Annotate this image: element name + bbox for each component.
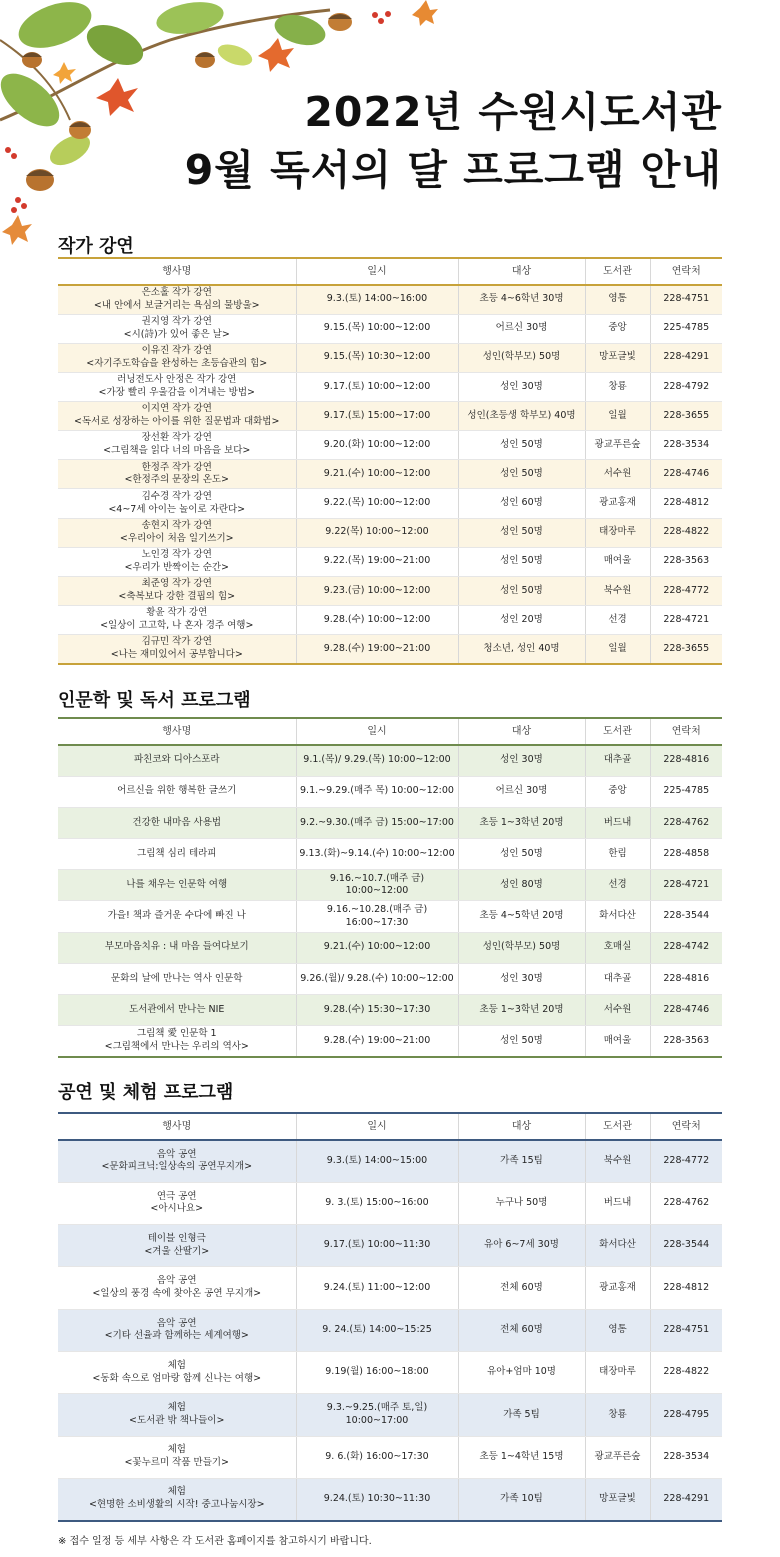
table-row bbox=[58, 576, 722, 605]
event-subtitle: <기타 선율과 함께하는 세계여행> bbox=[104, 1330, 249, 1342]
author-lectures-table bbox=[58, 257, 722, 665]
table-row bbox=[58, 1394, 722, 1436]
event-target-cell: 초등 1~3학년 20명 bbox=[458, 807, 585, 838]
table-row bbox=[58, 932, 722, 963]
performance-programs-table bbox=[58, 1112, 722, 1522]
event-title: 김수경 작가 강연 bbox=[141, 490, 212, 502]
event-title: 이유진 작가 강연 bbox=[141, 345, 212, 357]
column-header-library: 도서관 bbox=[585, 258, 650, 285]
event-title: 부모마음치유 : 내 마음 들여다보기 bbox=[104, 941, 249, 953]
library-cell: 창룡 bbox=[585, 372, 650, 401]
page-title-line-2: 9월 독서의 달 프로그램 안내 bbox=[184, 146, 722, 194]
library-cell: 광교홍재 bbox=[585, 1267, 650, 1309]
event-date-cell: 9.24.(토) 11:00~12:00 bbox=[296, 1267, 458, 1309]
event-target-cell: 성인(학부모) 50명 bbox=[458, 932, 585, 963]
contact-cell: 228-4721 bbox=[650, 870, 722, 901]
event-name-cell bbox=[58, 1026, 296, 1057]
event-title: 노인경 작가 강연 bbox=[141, 549, 212, 561]
event-target-cell: 청소년, 성인 40명 bbox=[458, 635, 585, 664]
event-target-cell: 가족 15팀 bbox=[458, 1140, 585, 1182]
library-cell: 버드내 bbox=[585, 807, 650, 838]
column-header-event: 행사명 bbox=[58, 718, 296, 745]
table-row bbox=[58, 489, 722, 518]
library-cell: 태장마루 bbox=[585, 518, 650, 547]
event-subtitle: <나는 재미있어서 공부합니다> bbox=[110, 649, 243, 660]
event-target-cell: 성인 50명 bbox=[458, 460, 585, 489]
event-title: 황윤 작가 강연 bbox=[146, 607, 208, 619]
event-title: 체험 bbox=[167, 1444, 186, 1456]
event-date-cell: 9.21.(수) 10:00~12:00 bbox=[296, 460, 458, 489]
table-row bbox=[58, 431, 722, 460]
event-title: 김규민 작가 강연 bbox=[141, 636, 212, 648]
footnote: ※ 접수 일정 등 세부 사항은 각 도서관 홈페이지를 참고하시기 바랍니다. bbox=[58, 1536, 372, 1547]
library-cell: 버드내 bbox=[585, 1182, 650, 1224]
column-header-date: 일시 bbox=[296, 258, 458, 285]
event-name-cell bbox=[58, 745, 296, 776]
event-subtitle: <일상이 고고학, 나 혼자 경주 여행> bbox=[100, 620, 254, 632]
event-target-cell: 어르신 30명 bbox=[458, 314, 585, 343]
event-title: 음악 공연 bbox=[156, 1275, 197, 1287]
event-name-cell bbox=[58, 995, 296, 1026]
table-row bbox=[58, 807, 722, 838]
column-header-contact: 연락처 bbox=[650, 718, 722, 745]
library-cell: 북수원 bbox=[585, 1140, 650, 1182]
library-cell: 중앙 bbox=[585, 314, 650, 343]
event-subtitle: <가장 빨리 우울감을 이겨내는 방법> bbox=[98, 386, 255, 398]
event-date-cell: 9.28.(수) 15:30~17:30 bbox=[296, 995, 458, 1026]
event-subtitle: <겨울 산딸기> bbox=[144, 1245, 210, 1257]
contact-cell: 228-4812 bbox=[650, 1267, 722, 1309]
event-subtitle: <현명한 소비생활의 시작! 중고나눔시장> bbox=[88, 1499, 265, 1511]
event-title: 나를 채우는 인문학 여행 bbox=[126, 878, 228, 890]
event-title: 테이블 인형극 bbox=[147, 1232, 206, 1244]
contact-cell: 228-4746 bbox=[650, 995, 722, 1026]
table-row bbox=[58, 343, 722, 372]
contact-cell: 228-3544 bbox=[650, 1225, 722, 1267]
contact-cell: 225-4785 bbox=[650, 776, 722, 807]
contact-cell: 228-4858 bbox=[650, 839, 722, 870]
table-row bbox=[58, 547, 722, 576]
event-name-cell bbox=[58, 431, 296, 460]
contact-cell: 228-3544 bbox=[650, 901, 722, 932]
event-subtitle: <한정주의 문장의 온도> bbox=[124, 474, 230, 486]
library-cell: 호매실 bbox=[585, 932, 650, 963]
event-date-cell: 9.1.~9.29.(매주 목) 10:00~12:00 bbox=[296, 776, 458, 807]
contact-cell: 228-4816 bbox=[650, 963, 722, 994]
event-subtitle: <시(詩)가 있어 좋은 날> bbox=[123, 328, 230, 340]
event-name-cell bbox=[58, 901, 296, 932]
contact-cell: 228-4721 bbox=[650, 606, 722, 635]
column-header-target: 대상 bbox=[458, 718, 585, 745]
event-title: 건강한 내마음 사용법 bbox=[132, 816, 222, 828]
event-title: 최준영 작가 강연 bbox=[141, 578, 212, 590]
contact-cell: 228-3534 bbox=[650, 1436, 722, 1478]
event-target-cell: 성인(학부모) 50명 bbox=[458, 343, 585, 372]
section-heading-humanities: 인문학 및 독서 프로그램 bbox=[58, 690, 251, 711]
library-cell: 망포글빛 bbox=[585, 343, 650, 372]
library-cell: 영통 bbox=[585, 285, 650, 314]
library-cell: 망포글빛 bbox=[585, 1478, 650, 1520]
library-cell: 매여울 bbox=[585, 1026, 650, 1057]
event-date-cell: 9.3.(토) 14:00~15:00 bbox=[296, 1140, 458, 1182]
library-cell: 선경 bbox=[585, 870, 650, 901]
contact-cell: 228-4772 bbox=[650, 1140, 722, 1182]
event-subtitle: <꽃누르미 작품 만들기> bbox=[124, 1457, 230, 1469]
event-name-cell bbox=[58, 963, 296, 994]
event-subtitle: <그림책을 읽다 너의 마음을 보다> bbox=[103, 445, 251, 457]
table-row bbox=[58, 372, 722, 401]
event-date-cell: 9.28.(수) 19:00~21:00 bbox=[296, 1026, 458, 1057]
event-target-cell: 가족 10팀 bbox=[458, 1478, 585, 1520]
table-row bbox=[58, 745, 722, 776]
event-date-cell: 9.1.(목)/ 9.29.(목) 10:00~12:00 bbox=[296, 745, 458, 776]
event-name-cell bbox=[58, 635, 296, 664]
contact-cell: 228-4751 bbox=[650, 1309, 722, 1351]
table-header-row bbox=[58, 718, 722, 745]
library-cell: 광교푸른숲 bbox=[585, 1436, 650, 1478]
event-date-cell: 9.17.(토) 15:00~17:00 bbox=[296, 402, 458, 431]
contact-cell: 228-4751 bbox=[650, 285, 722, 314]
event-target-cell: 유아+엄마 10명 bbox=[458, 1351, 585, 1393]
column-header-event: 행사명 bbox=[58, 258, 296, 285]
table-row bbox=[58, 460, 722, 489]
event-name-cell bbox=[58, 460, 296, 489]
table-row bbox=[58, 1351, 722, 1393]
contact-cell: 228-4291 bbox=[650, 343, 722, 372]
table-row bbox=[58, 1182, 722, 1224]
column-header-contact: 연락처 bbox=[650, 258, 722, 285]
event-subtitle: <내 안에서 보글거리는 욕심의 물방울> bbox=[93, 299, 260, 311]
event-date-cell: 9.13.(화)~9.14.(수) 10:00~12:00 bbox=[296, 839, 458, 870]
event-target-cell: 성인 20명 bbox=[458, 606, 585, 635]
event-target-cell: 성인 50명 bbox=[458, 431, 585, 460]
event-target-cell: 성인 50명 bbox=[458, 518, 585, 547]
event-target-cell: 성인 80명 bbox=[458, 870, 585, 901]
event-date-cell: 9.22(목) 10:00~12:00 bbox=[296, 518, 458, 547]
event-name-cell bbox=[58, 932, 296, 963]
library-cell: 태장마루 bbox=[585, 1351, 650, 1393]
event-title: 장선환 작가 강연 bbox=[141, 432, 212, 444]
event-name-cell bbox=[58, 807, 296, 838]
event-subtitle: <그림책에서 만나는 우리의 역사> bbox=[104, 1041, 249, 1053]
event-subtitle: <자기주도학습을 완성하는 초등습관의 힘> bbox=[86, 357, 268, 369]
event-date-cell: 9.20.(화) 10:00~12:00 bbox=[296, 431, 458, 460]
library-cell: 화서다산 bbox=[585, 901, 650, 932]
event-title: 어르신을 위한 행복한 글쓰기 bbox=[117, 785, 237, 797]
event-target-cell: 성인 30명 bbox=[458, 745, 585, 776]
event-name-cell bbox=[58, 372, 296, 401]
event-title: 한정주 작가 강연 bbox=[141, 461, 212, 473]
event-target-cell: 초등 4~5학년 20명 bbox=[458, 901, 585, 932]
table-row bbox=[58, 1309, 722, 1351]
event-date-cell: 9.26.(월)/ 9.28.(수) 10:00~12:00 bbox=[296, 963, 458, 994]
table-row bbox=[58, 1478, 722, 1520]
event-name-cell bbox=[58, 547, 296, 576]
table-row bbox=[58, 995, 722, 1026]
event-title: 연극 공연 bbox=[156, 1190, 197, 1202]
library-cell: 일월 bbox=[585, 402, 650, 431]
table-row bbox=[58, 1026, 722, 1057]
event-subtitle: <동화 속으로 엄마랑 함께 신나는 여행> bbox=[92, 1372, 262, 1384]
event-name-cell bbox=[58, 1182, 296, 1224]
library-cell: 대추골 bbox=[585, 963, 650, 994]
contact-cell: 228-4816 bbox=[650, 745, 722, 776]
contact-cell: 228-4795 bbox=[650, 1394, 722, 1436]
contact-cell: 228-4822 bbox=[650, 518, 722, 547]
event-name-cell bbox=[58, 576, 296, 605]
event-subtitle: <문화피크닉:일상속의 공연무지개> bbox=[101, 1161, 253, 1173]
event-target-cell: 유아 6~7세 30명 bbox=[458, 1225, 585, 1267]
event-name-cell bbox=[58, 1394, 296, 1436]
table-row bbox=[58, 606, 722, 635]
section-heading-author-lectures: 작가 강연 bbox=[58, 236, 134, 257]
event-name-cell bbox=[58, 1309, 296, 1351]
event-date-cell: 9.22.(목) 19:00~21:00 bbox=[296, 547, 458, 576]
library-cell: 서수원 bbox=[585, 460, 650, 489]
event-date-cell: 9.24.(토) 10:30~11:30 bbox=[296, 1478, 458, 1520]
event-title: 체험 bbox=[167, 1486, 186, 1498]
event-title: 파친코와 디아스포라 bbox=[133, 754, 220, 766]
event-name-cell bbox=[58, 776, 296, 807]
library-cell: 화서다산 bbox=[585, 1225, 650, 1267]
column-header-target: 대상 bbox=[458, 258, 585, 285]
humanities-programs-table bbox=[58, 717, 722, 1058]
event-name-cell bbox=[58, 489, 296, 518]
event-title: 도서관에서 만나는 NIE bbox=[129, 1003, 225, 1015]
table-row bbox=[58, 1140, 722, 1182]
contact-cell: 228-4792 bbox=[650, 372, 722, 401]
event-subtitle: <일상의 풍경 속에 찾아온 공연 무지개> bbox=[92, 1288, 262, 1300]
event-title: 이지연 작가 강연 bbox=[141, 403, 212, 415]
event-target-cell: 성인 50명 bbox=[458, 839, 585, 870]
event-title: 그림책 愛 인문학 1 bbox=[136, 1028, 217, 1040]
table-row bbox=[58, 518, 722, 547]
event-target-cell: 성인 30명 bbox=[458, 372, 585, 401]
event-title: 권지영 작가 강연 bbox=[141, 315, 212, 327]
event-target-cell: 성인 50명 bbox=[458, 576, 585, 605]
table-row bbox=[58, 1267, 722, 1309]
event-title: 체험 bbox=[167, 1359, 186, 1371]
event-name-cell bbox=[58, 606, 296, 635]
event-name-cell bbox=[58, 285, 296, 314]
event-date-cell: 9.23.(금) 10:00~12:00 bbox=[296, 576, 458, 605]
column-header-date: 일시 bbox=[296, 1113, 458, 1140]
library-cell: 서수원 bbox=[585, 995, 650, 1026]
event-subtitle: <독서로 성장하는 아이를 위한 질문법과 대화법> bbox=[74, 416, 280, 428]
table-row bbox=[58, 402, 722, 431]
event-date-cell: 9.21.(수) 10:00~12:00 bbox=[296, 932, 458, 963]
event-target-cell: 초등 1~4학년 15명 bbox=[458, 1436, 585, 1478]
event-date-cell: 9. 6.(화) 16:00~17:30 bbox=[296, 1436, 458, 1478]
event-target-cell: 어르신 30명 bbox=[458, 776, 585, 807]
event-date-cell: 9.15.(목) 10:00~12:00 bbox=[296, 314, 458, 343]
table-row bbox=[58, 314, 722, 343]
event-name-cell bbox=[58, 1267, 296, 1309]
column-header-library: 도서관 bbox=[585, 1113, 650, 1140]
event-date-cell: 9.17.(토) 10:00~11:30 bbox=[296, 1225, 458, 1267]
library-cell: 선경 bbox=[585, 606, 650, 635]
contact-cell: 228-3655 bbox=[650, 635, 722, 664]
table-header-row bbox=[58, 1113, 722, 1140]
event-date-cell: 9.16.~10.28.(매주 금) 16:00~17:30 bbox=[296, 901, 458, 932]
event-name-cell bbox=[58, 1436, 296, 1478]
contact-cell: 228-3655 bbox=[650, 402, 722, 431]
event-target-cell: 성인 60명 bbox=[458, 489, 585, 518]
contact-cell: 228-3563 bbox=[650, 547, 722, 576]
contact-cell: 228-4746 bbox=[650, 460, 722, 489]
contact-cell: 228-4772 bbox=[650, 576, 722, 605]
event-title: 가을! 책과 즐거운 수다에 빠진 나 bbox=[107, 910, 246, 922]
event-name-cell bbox=[58, 1140, 296, 1182]
column-header-contact: 연락처 bbox=[650, 1113, 722, 1140]
library-cell: 영통 bbox=[585, 1309, 650, 1351]
event-title: 송현지 작가 강연 bbox=[141, 519, 212, 531]
event-target-cell: 누구나 50명 bbox=[458, 1182, 585, 1224]
event-target-cell: 성인 50명 bbox=[458, 547, 585, 576]
event-subtitle: <도서관 밖 책나들이> bbox=[129, 1414, 225, 1426]
contact-cell: 228-3534 bbox=[650, 431, 722, 460]
event-name-cell bbox=[58, 1351, 296, 1393]
event-subtitle: <4~7세 아이는 놀이로 자란다> bbox=[108, 503, 246, 515]
library-cell: 북수원 bbox=[585, 576, 650, 605]
event-date-cell: 9.17.(토) 10:00~12:00 bbox=[296, 372, 458, 401]
event-target-cell: 성인(초등생 학부모) 40명 bbox=[458, 402, 585, 431]
event-date-cell: 9.3.~9.25.(매주 토,일) 10:00~17:00 bbox=[296, 1394, 458, 1436]
table-row bbox=[58, 285, 722, 314]
event-name-cell bbox=[58, 839, 296, 870]
event-name-cell bbox=[58, 402, 296, 431]
event-date-cell: 9.15.(목) 10:30~12:00 bbox=[296, 343, 458, 372]
contact-cell: 228-4291 bbox=[650, 1478, 722, 1520]
library-cell: 광교푸른숲 bbox=[585, 431, 650, 460]
table-row bbox=[58, 635, 722, 664]
event-target-cell: 가족 5팀 bbox=[458, 1394, 585, 1436]
table-row bbox=[58, 1225, 722, 1267]
event-target-cell: 성인 50명 bbox=[458, 1026, 585, 1057]
table-row bbox=[58, 776, 722, 807]
event-name-cell bbox=[58, 518, 296, 547]
event-date-cell: 9.28.(수) 10:00~12:00 bbox=[296, 606, 458, 635]
contact-cell: 228-4762 bbox=[650, 807, 722, 838]
event-target-cell: 성인 30명 bbox=[458, 963, 585, 994]
table-row bbox=[58, 901, 722, 932]
event-title: 음악 공연 bbox=[156, 1148, 197, 1160]
event-name-cell bbox=[58, 343, 296, 372]
event-title: 은소홀 작가 강연 bbox=[141, 287, 212, 298]
table-row bbox=[58, 963, 722, 994]
contact-cell: 225-4785 bbox=[650, 314, 722, 343]
column-header-event: 행사명 bbox=[58, 1113, 296, 1140]
event-title: 체험 bbox=[167, 1402, 186, 1414]
event-date-cell: 9.16.~10.7.(매주 금) 10:00~12:00 bbox=[296, 870, 458, 901]
event-date-cell: 9.2.~9.30.(매주 금) 15:00~17:00 bbox=[296, 807, 458, 838]
event-name-cell bbox=[58, 314, 296, 343]
event-name-cell bbox=[58, 1478, 296, 1520]
section-heading-performances: 공연 및 체험 프로그램 bbox=[58, 1082, 234, 1103]
column-header-date: 일시 bbox=[296, 718, 458, 745]
table-row bbox=[58, 1436, 722, 1478]
column-header-library: 도서관 bbox=[585, 718, 650, 745]
event-title: 문화의 날에 만나는 역사 인문학 bbox=[111, 972, 243, 984]
contact-cell: 228-3563 bbox=[650, 1026, 722, 1057]
event-date-cell: 9. 24.(토) 14:00~15:25 bbox=[296, 1309, 458, 1351]
library-cell: 일월 bbox=[585, 635, 650, 664]
event-subtitle: <축복보다 강한 결핍의 힘> bbox=[118, 590, 236, 602]
contact-cell: 228-4812 bbox=[650, 489, 722, 518]
contact-cell: 228-4742 bbox=[650, 932, 722, 963]
column-header-target: 대상 bbox=[458, 1113, 585, 1140]
event-target-cell: 초등 1~3학년 20명 bbox=[458, 995, 585, 1026]
library-cell: 한림 bbox=[585, 839, 650, 870]
event-date-cell: 9.28.(수) 19:00~21:00 bbox=[296, 635, 458, 664]
event-target-cell: 초등 4~6학년 30명 bbox=[458, 285, 585, 314]
library-cell: 창룡 bbox=[585, 1394, 650, 1436]
event-target-cell: 전체 60명 bbox=[458, 1309, 585, 1351]
event-date-cell: 9.22.(목) 10:00~12:00 bbox=[296, 489, 458, 518]
contact-cell: 228-4822 bbox=[650, 1351, 722, 1393]
library-cell: 매여울 bbox=[585, 547, 650, 576]
event-subtitle: <우리아이 처음 일기쓰기> bbox=[119, 532, 234, 544]
event-subtitle: <아시나요> bbox=[150, 1203, 204, 1215]
library-cell: 광교홍재 bbox=[585, 489, 650, 518]
table-header-row bbox=[58, 258, 722, 285]
event-date-cell: 9. 3.(토) 15:00~16:00 bbox=[296, 1182, 458, 1224]
event-date-cell: 9.3.(토) 14:00~16:00 bbox=[296, 285, 458, 314]
event-title: 러닝전도사 안정은 작가 강연 bbox=[117, 374, 237, 386]
table-row bbox=[58, 870, 722, 901]
event-target-cell: 전체 60명 bbox=[458, 1267, 585, 1309]
event-name-cell bbox=[58, 1225, 296, 1267]
event-title: 음악 공연 bbox=[156, 1317, 197, 1329]
table-row bbox=[58, 839, 722, 870]
library-cell: 중앙 bbox=[585, 776, 650, 807]
event-subtitle: <우리가 반짝이는 순간> bbox=[124, 561, 230, 573]
page-title-line-1: 2022년 수원시도서관 bbox=[304, 88, 722, 136]
event-name-cell bbox=[58, 870, 296, 901]
event-date-cell: 9.19(월) 16:00~18:00 bbox=[296, 1351, 458, 1393]
event-title: 그림책 심리 테라피 bbox=[137, 847, 217, 859]
contact-cell: 228-4762 bbox=[650, 1182, 722, 1224]
library-cell: 대추골 bbox=[585, 745, 650, 776]
